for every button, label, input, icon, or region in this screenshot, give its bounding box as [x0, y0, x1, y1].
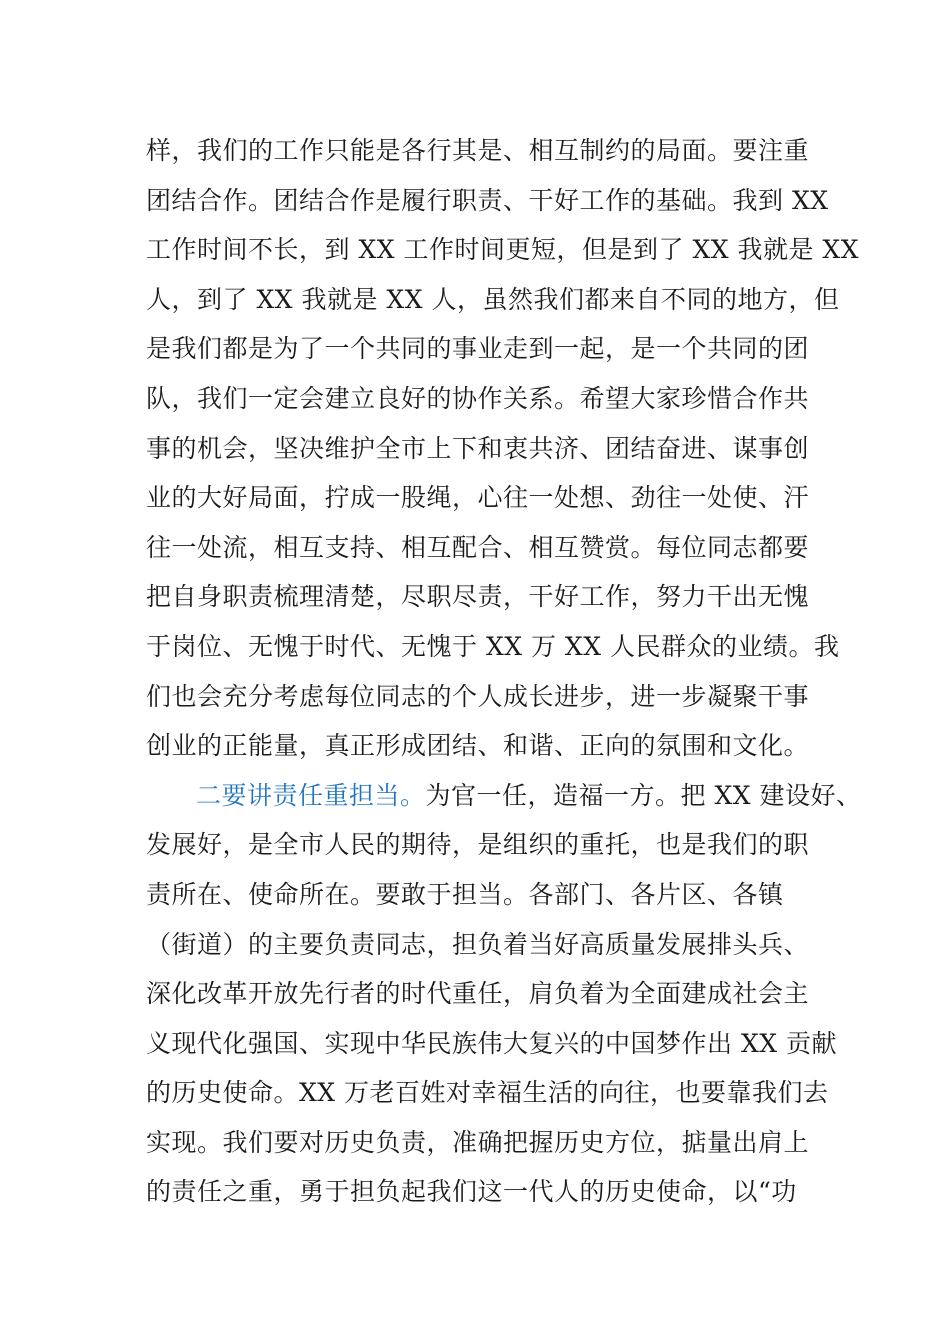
paragraph-line: 发展好，是全市人民的期待，是组织的重托，也是我们的职	[146, 830, 810, 860]
paragraph-line: 工作时间不长，到 XX 工作时间更短，但是到了 XX 我就是 XX	[146, 235, 860, 265]
paragraph-line: 把自身职责梳理清楚，尽职尽责，干好工作，努力干出无愧	[146, 582, 810, 612]
paragraph-line: 的责任之重，勇于担负起我们这一代人的历史使命，以“功	[146, 1177, 797, 1207]
paragraph-line: 的历史使命。XX 万老百姓对幸福生活的向往，也要靠我们去	[146, 1078, 829, 1108]
paragraph-line-rest: 为官一任，造福一方。把 XX 建设好、	[425, 780, 862, 810]
paragraph-line: 责所在、使命所在。要敢于担当。各部门、各片区、各镇	[146, 879, 784, 909]
paragraph-line: 们也会充分考虑每位同志的个人成长进步，进一步凝聚干事	[146, 681, 810, 711]
document-body	[146, 126, 862, 1217]
paragraph-line: 于岗位、无愧于时代、无愧于 XX 万 XX 人民群众的业绩。我	[146, 631, 840, 661]
paragraph-line: 样，我们的工作只能是各行其是、相互制约的局面。要注重	[146, 136, 810, 165]
paragraph-first-line	[146, 771, 862, 821]
paragraph-line: 团结合作。团结合作是履行职责、干好工作的基础。我到 XX	[146, 185, 829, 215]
paragraph-line: 业的大好局面，拧成一股绳，心往一处想、劲往一处使、汗	[146, 483, 810, 513]
paragraph-line: 队，我们一定会建立良好的协作关系。希望大家珍惜合作共	[146, 383, 810, 413]
paragraph-line: 实现。我们要对历史负责，准确把握历史方位，掂量出肩上	[146, 1127, 810, 1157]
paragraph-line: 往一处流，相互支持、相互配合、相互赞赏。每位同志都要	[146, 532, 810, 562]
paragraph-line: （街道）的主要负责同志，担负着当好高质量发展排头兵、	[146, 929, 810, 959]
paragraph-line: 深化改革开放先行者的时代重任，肩负着为全面建成社会主	[146, 979, 810, 1009]
paragraph-line: 创业的正能量，真正形成团结、和谐、正向的氛围和文化。	[146, 731, 810, 761]
paragraph-line: 义现代化强国、实现中华民族伟大复兴的中国梦作出 XX 贡献	[146, 1028, 837, 1058]
paragraph-line: 人，到了 XX 我就是 XX 人，虽然我们都来自不同的地方，但	[146, 284, 840, 314]
paragraph-line: 是我们都是为了一个共同的事业走到一起，是一个共同的团	[146, 334, 810, 364]
paragraph-line: 事的机会，坚决维护全市上下和衷共济、团结奋进、谋事创	[146, 433, 810, 463]
section-heading: 二要讲责任重担当。	[196, 780, 426, 810]
